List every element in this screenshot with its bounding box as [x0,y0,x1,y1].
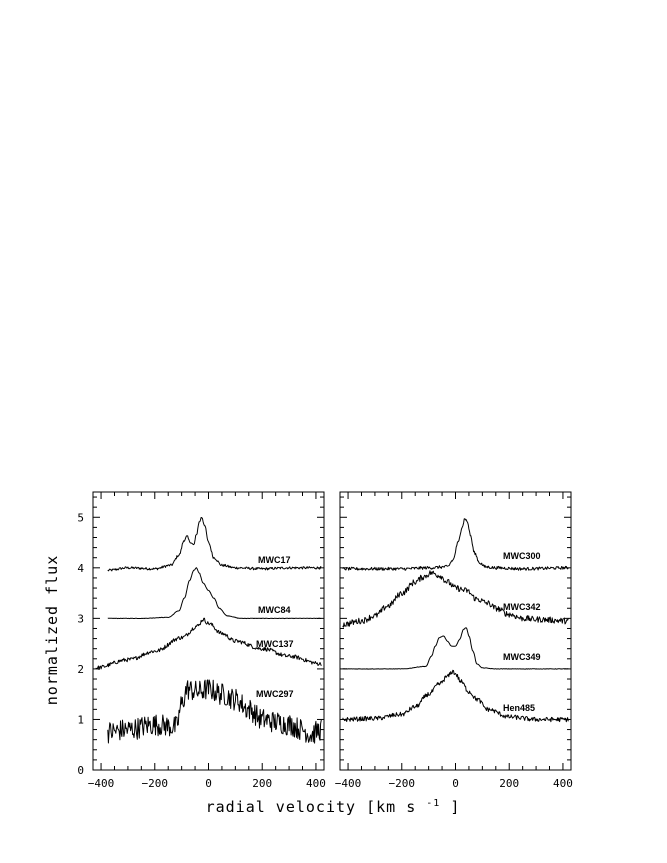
series-label-mwc342: MWC342 [503,602,541,612]
y-tick-label: 2 [77,662,84,676]
right-panel-frame [340,492,571,770]
series-label-hen485: Hen485 [503,703,536,713]
series-label-mwc84: MWC84 [258,605,291,615]
x-tick-label: 200 [499,777,520,790]
x-axis-label [206,792,461,816]
series-line-hen485 [343,670,569,721]
x-tick-label: −400 [334,777,362,790]
series-label-mwc297: MWC297 [256,689,294,699]
x-tick-label: 0 [205,777,212,790]
y-tick-label: 4 [77,561,84,575]
x-tick-label: −200 [141,777,169,790]
right-panel [335,492,573,790]
left-panel [77,492,326,790]
y-tick-label: 3 [77,612,84,626]
series-label-mwc137: MWC137 [256,639,294,649]
series-label-mwc300: MWC300 [503,551,541,561]
series-label-mwc17: MWC17 [258,555,291,565]
x-tick-label: −200 [388,777,416,790]
series-line-mwc349 [343,628,569,669]
series-label-mwc349: MWC349 [503,652,541,662]
series-line-mwc342 [343,571,569,627]
x-axis-label-close: ] [450,798,461,816]
series-line-mwc300 [343,519,569,571]
x-tick-label: −400 [87,777,115,790]
x-tick-label: 200 [252,777,273,790]
x-tick-label: 0 [452,777,459,790]
y-tick-label: 1 [77,713,84,727]
x-axis-label-superscript: -1 [426,798,441,809]
x-tick-label: 400 [553,777,573,790]
y-tick-label: 0 [77,764,84,777]
y-tick-label: 5 [77,511,84,525]
x-tick-label: 400 [306,777,326,790]
y-axis-label: normalized flux [43,554,61,706]
x-axis-label-main: radial velocity [km s [205,798,417,816]
